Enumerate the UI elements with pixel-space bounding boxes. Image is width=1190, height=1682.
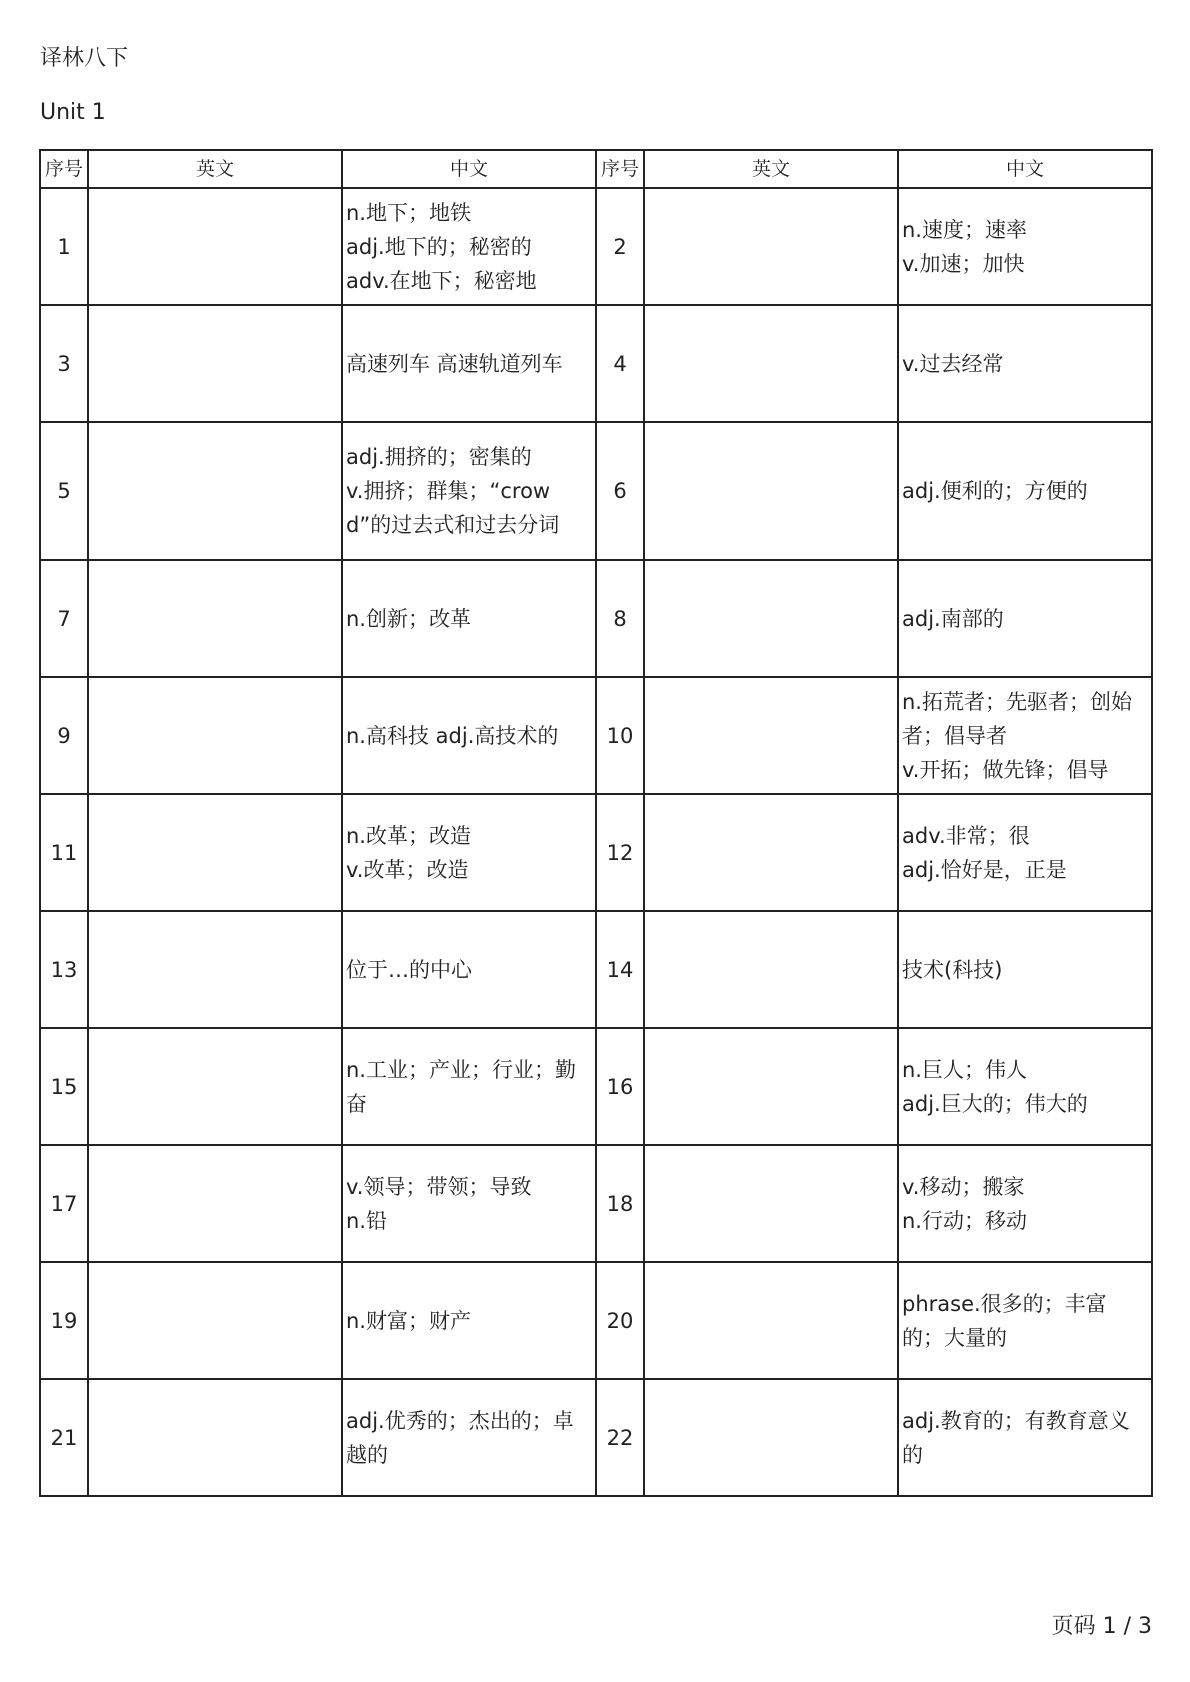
english-answer-cell bbox=[644, 1145, 898, 1262]
row-number: 11 bbox=[40, 794, 88, 911]
header-english-left: 英文 bbox=[88, 150, 342, 188]
english-answer-cell bbox=[88, 305, 342, 422]
table-row bbox=[40, 1028, 1152, 1145]
chinese-meaning-cell: n.改革；改造 v.改革；改造 bbox=[342, 794, 596, 911]
vocabulary-table bbox=[39, 149, 1153, 1497]
chinese-meaning-cell: 高速列车 高速轨道列车 bbox=[342, 305, 596, 422]
row-number: 14 bbox=[596, 911, 644, 1028]
table-row bbox=[40, 560, 1152, 677]
row-number: 13 bbox=[40, 911, 88, 1028]
english-answer-cell bbox=[88, 1145, 342, 1262]
header-number-right: 序号 bbox=[596, 150, 644, 188]
row-number: 1 bbox=[40, 188, 88, 305]
row-number: 21 bbox=[40, 1379, 88, 1496]
table-row bbox=[40, 794, 1152, 911]
header-chinese-left: 中文 bbox=[342, 150, 596, 188]
table-row bbox=[40, 422, 1152, 560]
table-row bbox=[40, 1262, 1152, 1379]
row-number: 10 bbox=[596, 677, 644, 794]
header-number-left: 序号 bbox=[40, 150, 88, 188]
table-row bbox=[40, 305, 1152, 422]
row-number: 5 bbox=[40, 422, 88, 560]
chinese-meaning-cell: n.巨人；伟人 adj.巨大的；伟大的 bbox=[898, 1028, 1152, 1145]
chinese-meaning-cell: 位于…的中心 bbox=[342, 911, 596, 1028]
english-answer-cell bbox=[88, 422, 342, 560]
chinese-meaning-cell: n.工业；产业；行业；勤奋 bbox=[342, 1028, 596, 1145]
chinese-meaning-cell: n.地下；地铁 adj.地下的；秘密的 adv.在地下；秘密地 bbox=[342, 188, 596, 305]
table-row bbox=[40, 188, 1152, 305]
chinese-meaning-cell: adj.拥挤的；密集的 v.拥挤；群集；“crowd”的过去式和过去分词 bbox=[342, 422, 596, 560]
chinese-meaning-cell: n.高科技 adj.高技术的 bbox=[342, 677, 596, 794]
table-row bbox=[40, 1379, 1152, 1496]
english-answer-cell bbox=[88, 677, 342, 794]
row-number: 17 bbox=[40, 1145, 88, 1262]
table-header-row bbox=[40, 150, 1152, 188]
english-answer-cell bbox=[644, 911, 898, 1028]
english-answer-cell bbox=[88, 188, 342, 305]
table-row bbox=[40, 677, 1152, 794]
english-answer-cell bbox=[644, 1262, 898, 1379]
document-title: 译林八下 bbox=[40, 46, 129, 71]
english-answer-cell bbox=[644, 1028, 898, 1145]
english-answer-cell bbox=[88, 911, 342, 1028]
english-answer-cell bbox=[644, 560, 898, 677]
english-answer-cell bbox=[88, 560, 342, 677]
english-answer-cell bbox=[644, 1379, 898, 1496]
chinese-meaning-cell: n.创新；改革 bbox=[342, 560, 596, 677]
chinese-meaning-cell: n.拓荒者；先驱者；创始者；倡导者 v.开拓；做先锋；倡导 bbox=[898, 677, 1152, 794]
row-number: 16 bbox=[596, 1028, 644, 1145]
chinese-meaning-cell: adj.便利的；方便的 bbox=[898, 422, 1152, 560]
row-number: 19 bbox=[40, 1262, 88, 1379]
table-row bbox=[40, 911, 1152, 1028]
page-number: 页码 1 / 3 bbox=[1051, 1614, 1152, 1639]
row-number: 9 bbox=[40, 677, 88, 794]
row-number: 18 bbox=[596, 1145, 644, 1262]
english-answer-cell bbox=[88, 1379, 342, 1496]
english-answer-cell bbox=[88, 794, 342, 911]
chinese-meaning-cell: adj.南部的 bbox=[898, 560, 1152, 677]
english-answer-cell bbox=[644, 794, 898, 911]
header-chinese-right: 中文 bbox=[898, 150, 1152, 188]
english-answer-cell bbox=[88, 1262, 342, 1379]
row-number: 6 bbox=[596, 422, 644, 560]
row-number: 7 bbox=[40, 560, 88, 677]
english-answer-cell bbox=[88, 1028, 342, 1145]
chinese-meaning-cell: adj.教育的；有教育意义的 bbox=[898, 1379, 1152, 1496]
row-number: 12 bbox=[596, 794, 644, 911]
unit-title: Unit 1 bbox=[40, 100, 106, 125]
row-number: 3 bbox=[40, 305, 88, 422]
chinese-meaning-cell: adv.非常；很 adj.恰好是，正是 bbox=[898, 794, 1152, 911]
chinese-meaning-cell: adj.优秀的；杰出的；卓越的 bbox=[342, 1379, 596, 1496]
chinese-meaning-cell: 技术(科技) bbox=[898, 911, 1152, 1028]
chinese-meaning-cell: v.过去经常 bbox=[898, 305, 1152, 422]
chinese-meaning-cell: phrase.很多的；丰富的；大量的 bbox=[898, 1262, 1152, 1379]
table-row bbox=[40, 1145, 1152, 1262]
chinese-meaning-cell: v.领导；带领；导致 n.铅 bbox=[342, 1145, 596, 1262]
row-number: 8 bbox=[596, 560, 644, 677]
chinese-meaning-cell: n.速度；速率 v.加速；加快 bbox=[898, 188, 1152, 305]
header-english-right: 英文 bbox=[644, 150, 898, 188]
row-number: 2 bbox=[596, 188, 644, 305]
chinese-meaning-cell: v.移动；搬家 n.行动；移动 bbox=[898, 1145, 1152, 1262]
row-number: 15 bbox=[40, 1028, 88, 1145]
row-number: 22 bbox=[596, 1379, 644, 1496]
chinese-meaning-cell: n.财富；财产 bbox=[342, 1262, 596, 1379]
english-answer-cell bbox=[644, 188, 898, 305]
english-answer-cell bbox=[644, 422, 898, 560]
row-number: 4 bbox=[596, 305, 644, 422]
english-answer-cell bbox=[644, 677, 898, 794]
english-answer-cell bbox=[644, 305, 898, 422]
row-number: 20 bbox=[596, 1262, 644, 1379]
